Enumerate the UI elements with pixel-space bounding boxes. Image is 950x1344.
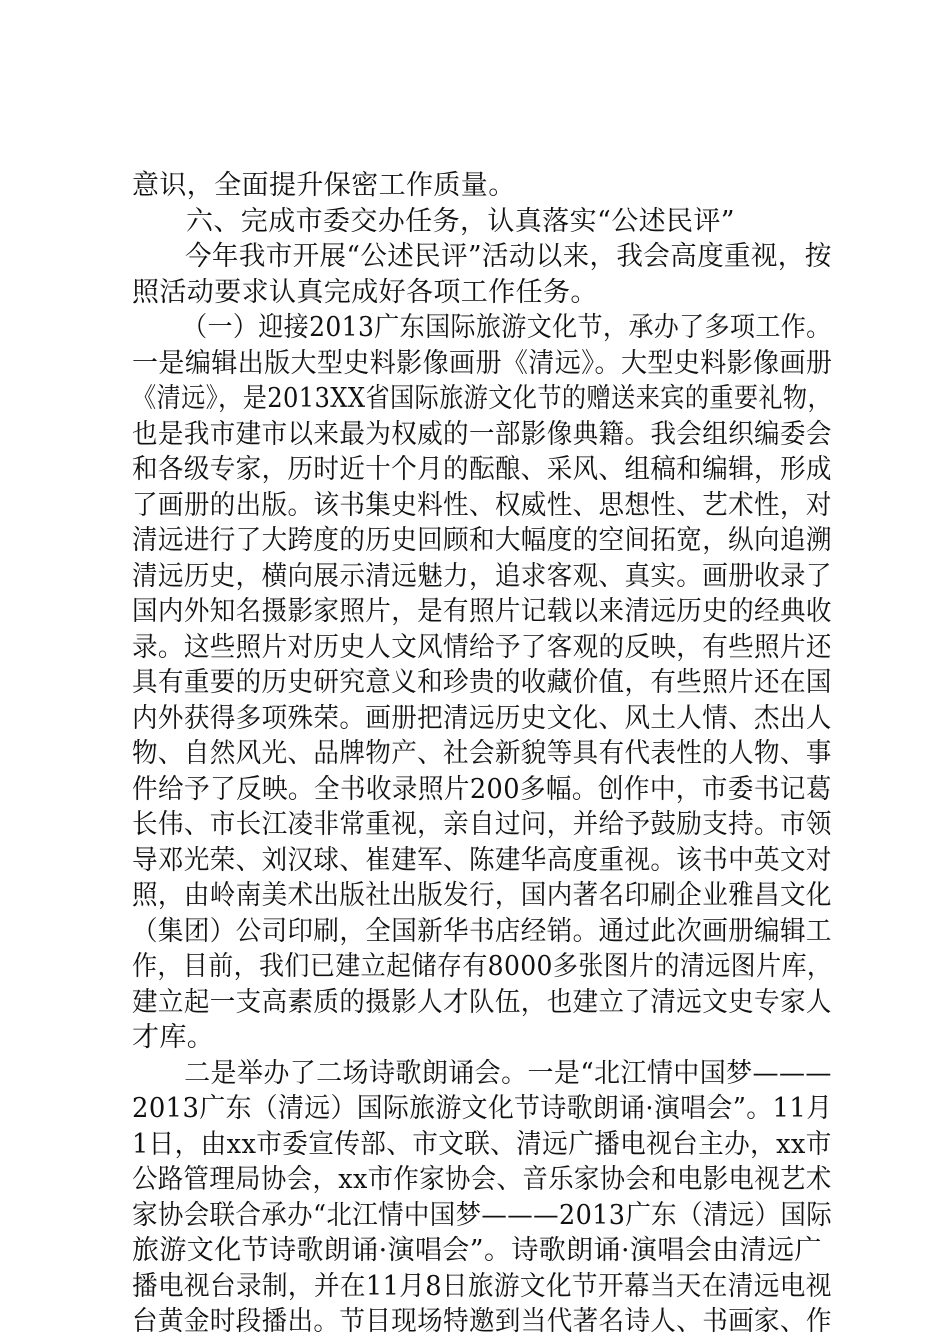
text-line: 2013广东（清远）国际旅游文化节诗歌朗诵·演唱会”。11月	[132, 1093, 833, 1124]
text-line: 具有重要的历史研究意义和珍贵的收藏价值，有些照片还在国	[132, 667, 832, 698]
text-line: 《清远》，是2013XX省国际旅游文化节的赠送来宾的重要礼物，	[132, 383, 833, 414]
text-line: 录。这些照片对历史人文风情给予了客观的反映，有些照片还	[132, 631, 832, 663]
text-line: 一是编辑出版大型史料影像画册《清远》。大型史料影像画册	[132, 347, 833, 379]
text-line: 台黄金时段播出。节目现场特邀到当代著名诗人、书画家、作	[132, 1306, 832, 1337]
text-line: 播电视台录制，并在11月8日旅游文化节开幕当天在清远电视	[132, 1270, 832, 1302]
text-line: 今年我市开展“公述民评”活动以来，我会高度重视，按	[185, 241, 832, 272]
text-line: 件给予了反映。全书收录照片200多幅。创作中，市委书记葛	[132, 773, 832, 805]
text-line: 照，由岭南美术出版社出版发行，国内著名印刷企业雅昌文化	[132, 880, 832, 911]
text-line: 六、完成市委交办任务，认真落实“公述民评”	[186, 205, 736, 237]
body-text	[132, 168, 832, 1340]
text-line: 长伟、市长江凌非常重视，亲自过问，并给予鼓励支持。市领	[132, 809, 832, 840]
text-line: 公路管理局协会，xx市作家协会、音乐家协会和电影电视艺术	[132, 1164, 832, 1195]
text-line: 旅游文化节诗歌朗诵·演唱会”。诗歌朗诵·演唱会由清远广	[132, 1235, 822, 1266]
text-line: 意识，全面提升保密工作质量。	[132, 170, 516, 201]
text-line: 家协会联合承办“北江情中国梦———2013广东（清远）国际	[132, 1199, 833, 1231]
text-line: 导邓光荣、刘汉球、崔建军、陈建华高度重视。该书中英文对	[132, 844, 832, 876]
text-line: 照活动要求认真完成好各项工作任务。	[132, 276, 598, 308]
text-line: 二是举办了二场诗歌朗诵会。一是“北江情中国梦———	[184, 1057, 832, 1089]
text-line: 才库。	[132, 1022, 215, 1053]
text-line: （一）迎接2013广东国际旅游文化节，承办了多项工作。	[182, 312, 832, 343]
text-line: 作，目前，我们已建立起储存有8000多张图片的清远图片库，	[132, 951, 833, 982]
text-line: 1日，由xx市委宣传部、市文联、清远广播电视台主办，xx市	[132, 1128, 832, 1160]
text-line: 内外获得多项殊荣。画册把清远历史文化、风土人情、杰出人	[132, 702, 832, 734]
text-line: 了画册的出版。该书集史料性、权威性、思想性、艺术性，对	[132, 489, 832, 521]
text-line: 国内外知名摄影家照片，是有照片记载以来清远历史的经典收	[132, 596, 832, 627]
text-line: 物、自然风光、品牌物产、社会新貌等具有代表性的人物、事	[132, 738, 832, 769]
text-line: 建立起一支高素质的摄影人才队伍，也建立了清远文史专家人	[132, 986, 832, 1018]
text-line: 清远历史，横向展示清远魅力，追求客观、真实。画册收录了	[132, 560, 832, 592]
text-line: （集团）公司印刷，全国新华书店经销。通过此次画册编辑工	[132, 915, 832, 947]
text-line: 和各级专家，历时近十个月的酝酿、采风、组稿和编辑，形成	[132, 454, 832, 485]
text-line: 清远进行了大跨度的历史回顾和大幅度的空间拓宽，纵向追溯	[132, 525, 832, 556]
text-line: 也是我市建市以来最为权威的一部影像典籍。我会组织编委会	[132, 418, 832, 450]
